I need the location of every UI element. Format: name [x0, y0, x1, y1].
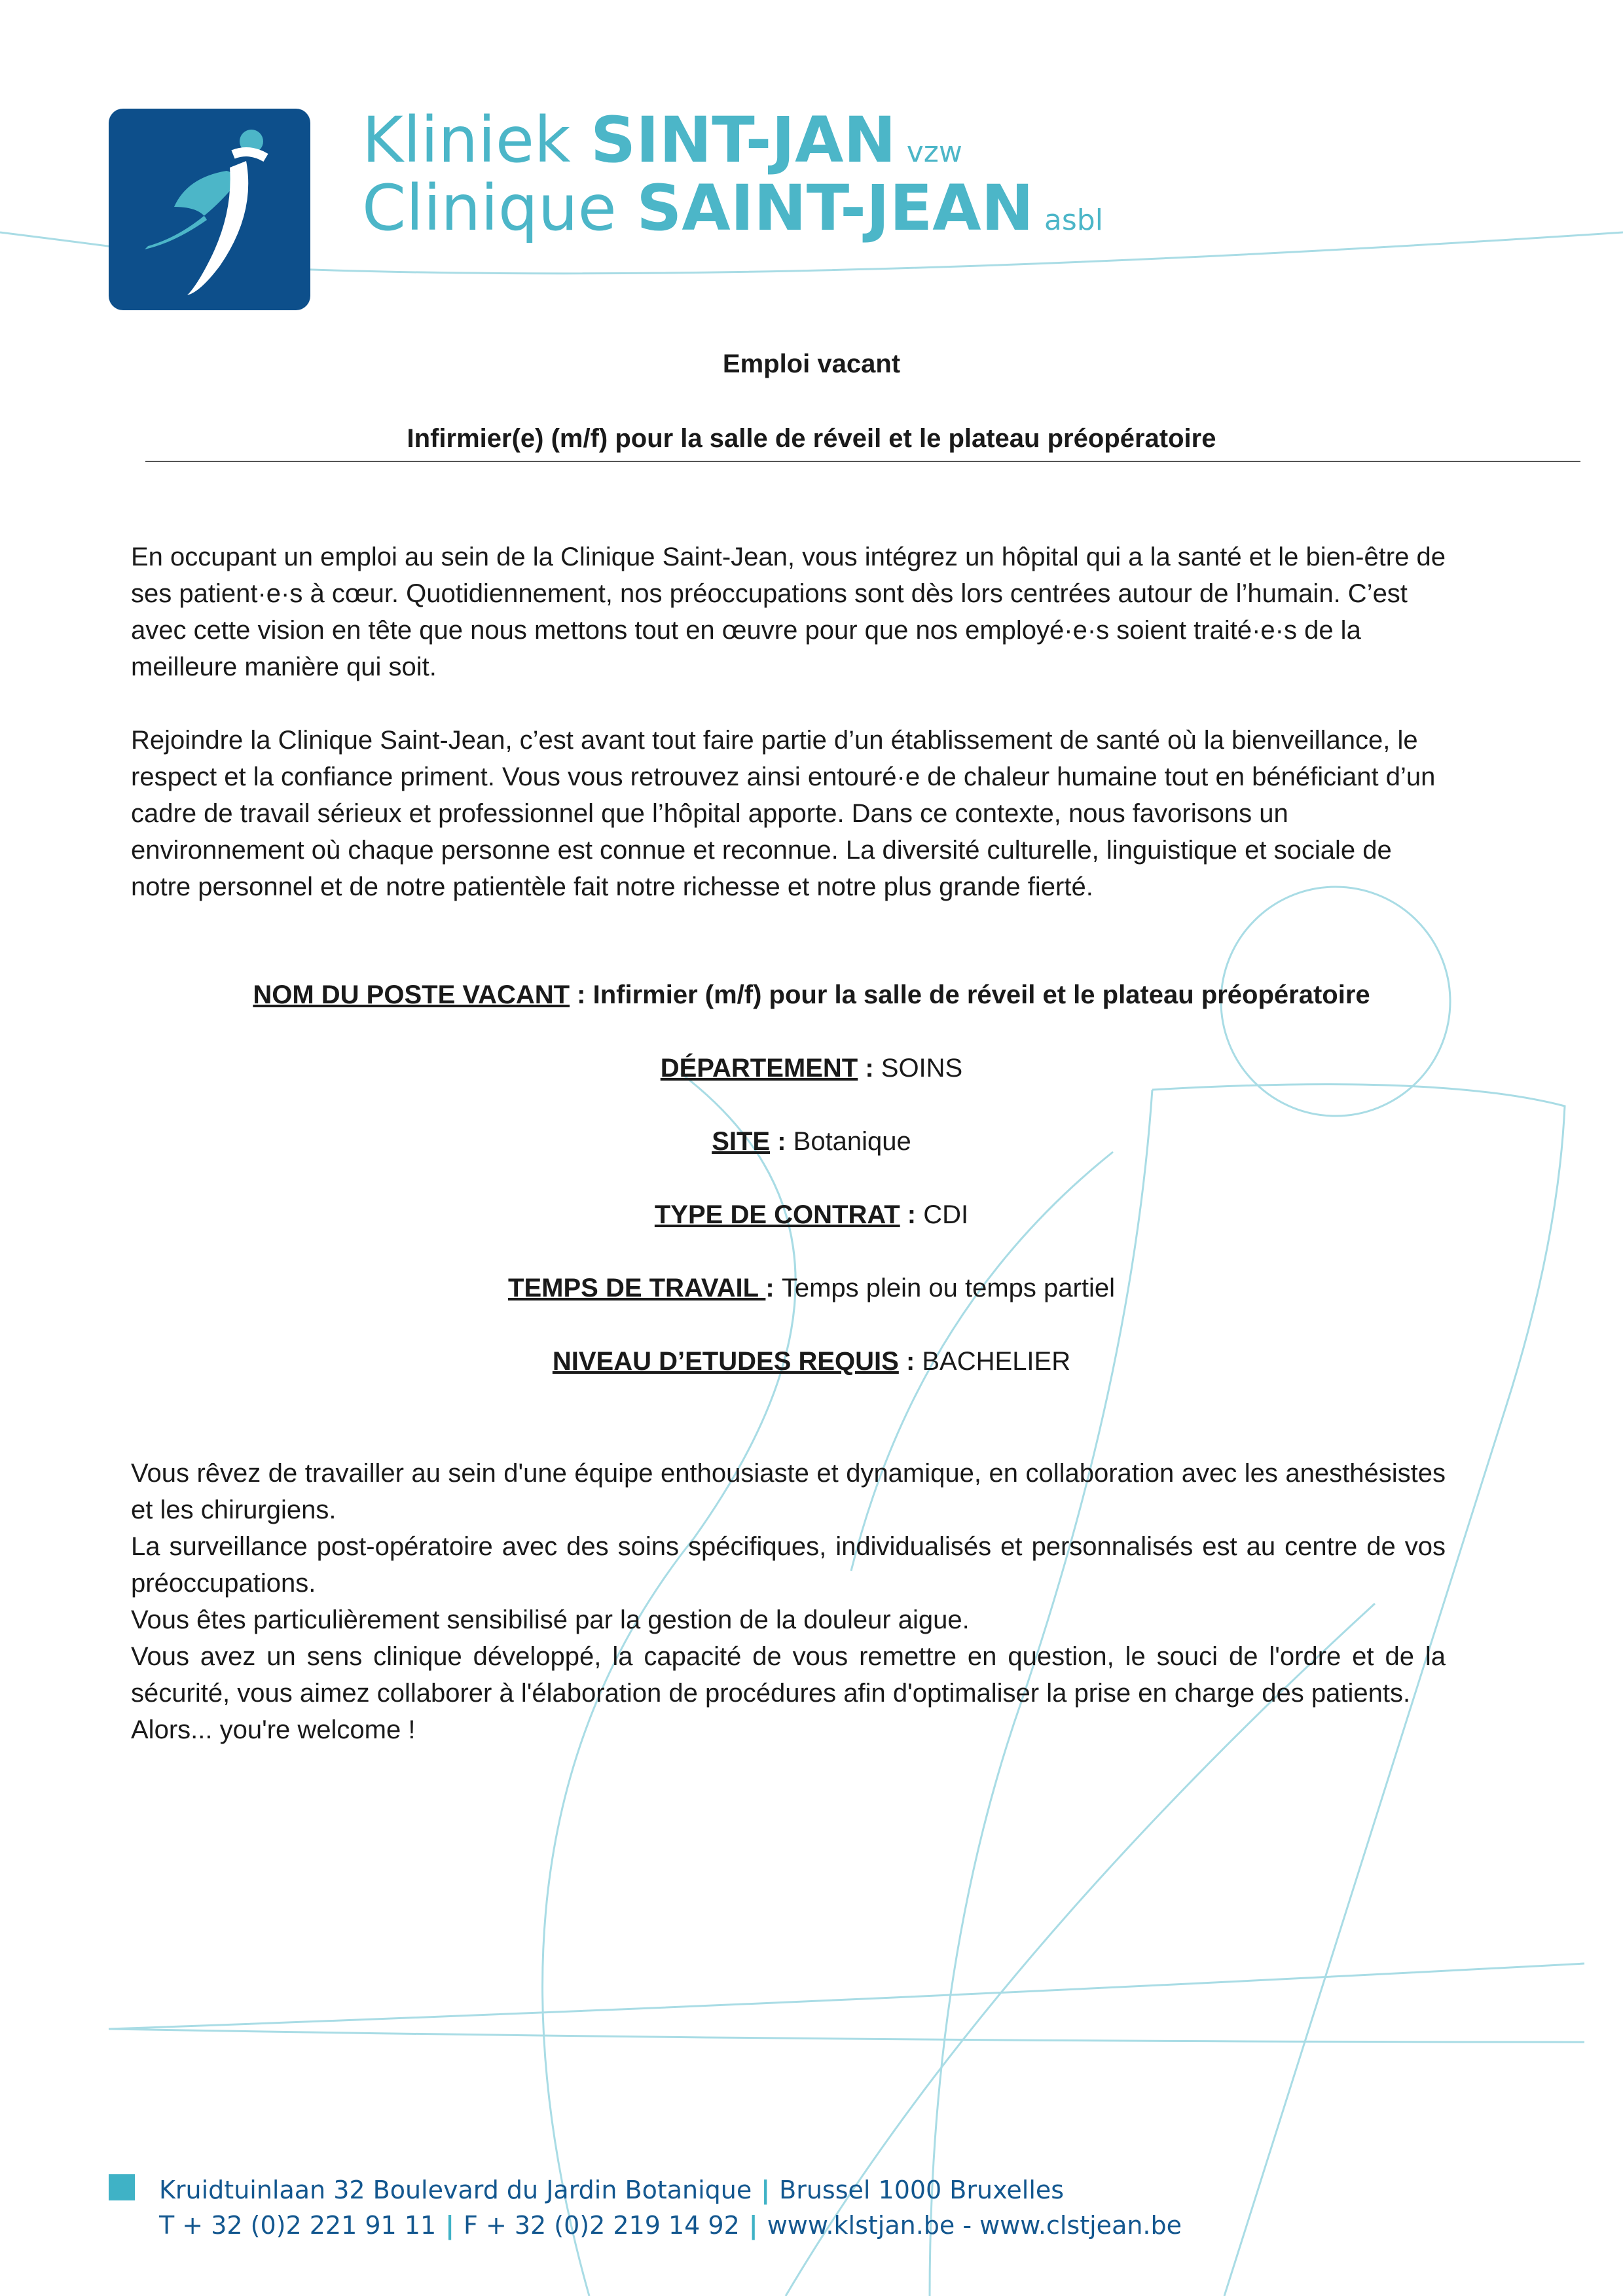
field-niveau: [0, 1347, 1623, 1376]
intro-paragraph-2: Rejoindre la Clinique Saint-Jean, c’est avant tout faire partie d’un établissement de santé où la bienveillance, le respect et la confiance priment. Vous vous retrouvez ainsi entouré·e de chaleur humaine tout en bénéficiant d’un cadre de travail sérieux et professionnel que l’hôpital apporte. Dans ce contexte, nous favorisons un environnement où chaque personne est connue et reconnue. La diversité culturelle, linguistique et sociale de notre personnel et de notre patientèle fait notre richesse et notre plus grande fierté.: [131, 726, 1436, 901]
field-value-contrat: CDI: [923, 1200, 969, 1229]
brand-name-nl: [362, 103, 962, 177]
document-subtitle: Infirmier(e) (m/f) pour la salle de réveil et le plateau préopératoire: [407, 424, 1216, 453]
footer-square-icon: [109, 2174, 135, 2200]
field-label-poste: NOM DU POSTE VACANT: [253, 980, 570, 1009]
document-heading: Emploi vacant: [722, 350, 901, 378]
brand-prefix-nl: Kliniek: [362, 103, 591, 177]
field-temps: [0, 1274, 1623, 1303]
field-label-contrat: TYPE DE CONTRAT: [654, 1200, 900, 1229]
field-value-poste: Infirmier (m/f) pour la salle de réveil et le plateau préopératoire: [593, 980, 1370, 1009]
field-value-niveau: BACHELIER: [922, 1347, 1071, 1376]
field-value-site: Botanique: [793, 1127, 911, 1156]
field-label-temps: TEMPS DE TRAVAIL: [508, 1274, 766, 1302]
description-line-5: Alors... you're welcome !: [131, 1715, 416, 1744]
field-label-niveau: NIVEAU D’ETUDES REQUIS: [552, 1347, 899, 1376]
field-contrat: [0, 1200, 1623, 1230]
field-sep-poste: :: [570, 980, 593, 1009]
footer-city: Brussel 1000 Bruxelles: [779, 2176, 1065, 2204]
field-label-site: SITE: [712, 1127, 771, 1156]
sj-logo-icon: [109, 109, 310, 310]
field-site: [0, 1127, 1623, 1157]
footer-contact: [159, 2211, 1182, 2240]
field-sep-temps: :: [765, 1274, 782, 1302]
description-line-2: La surveillance post-opératoire avec des soins spécifiques, individualisés et personnalisés est au centre de vos préoccupations.: [131, 1532, 1446, 1598]
field-sep-contrat: :: [900, 1200, 924, 1229]
brand-name-bold-nl: SINT-JAN: [590, 103, 896, 177]
field-sep-niveau: :: [898, 1347, 922, 1376]
footer-website-link[interactable]: www.klstjan.be - www.clstjean.be: [767, 2211, 1182, 2240]
footer-separator: |: [748, 2211, 758, 2240]
brand-suffix-fr: asbl: [1044, 204, 1103, 237]
field-poste: [0, 980, 1623, 1010]
field-label-departement: DÉPARTEMENT: [660, 1054, 858, 1083]
field-sep-departement: :: [858, 1054, 881, 1083]
field-departement: [0, 1054, 1623, 1083]
description-line-4: Vous avez un sens clinique développé, la capacité de vous remettre en question, le souci de l'ordre et de la sécurité, vous aimez collaborer à l'élaboration de procédures afin d'optimaliser la prise en charge des patients.: [131, 1642, 1446, 1708]
field-sep-site: :: [770, 1127, 793, 1156]
title-divider: [145, 461, 1580, 462]
brand-name-fr: [362, 171, 1103, 245]
brand-suffix-nl: vzw: [906, 135, 962, 169]
field-value-temps: Temps plein ou temps partiel: [781, 1274, 1115, 1302]
description-line-1: Vous rêvez de travailler au sein d'une équipe enthousiaste et dynamique, en collaboration avec les anesthésistes et les chirurgiens.: [131, 1459, 1446, 1524]
job-description: [131, 1455, 1446, 1748]
footer-fax: F + 32 (0)2 219 14 92: [464, 2211, 740, 2240]
footer-street: Kruidtuinlaan 32 Boulevard du Jardin Botanique: [159, 2176, 752, 2204]
brand-prefix-fr: Clinique: [362, 171, 637, 245]
footer-separator: |: [445, 2211, 455, 2240]
footer-separator: |: [761, 2176, 771, 2204]
clinic-logo: [109, 109, 310, 310]
footer-address: [159, 2176, 1064, 2204]
field-value-departement: SOINS: [881, 1054, 963, 1083]
intro-paragraph-1: En occupant un emploi au sein de la Clinique Saint-Jean, vous intégrez un hôpital qui a la santé et le bien-être de ses patient·e·s à cœur. Quotidiennement, nos préoccupations sont dès lors centrées autour de l’humain. C’est avec cette vision en tête que nous mettons tout en œuvre pour que nos employé·e·s soient traité·e·s de la meilleure manière qui soit.: [131, 543, 1446, 681]
brand-name-bold-fr: SAINT-JEAN: [636, 171, 1034, 245]
description-line-3: Vous êtes particulièrement sensibilisé par la gestion de la douleur aigue.: [131, 1605, 970, 1634]
footer-phone: T + 32 (0)2 221 91 11: [159, 2211, 437, 2240]
